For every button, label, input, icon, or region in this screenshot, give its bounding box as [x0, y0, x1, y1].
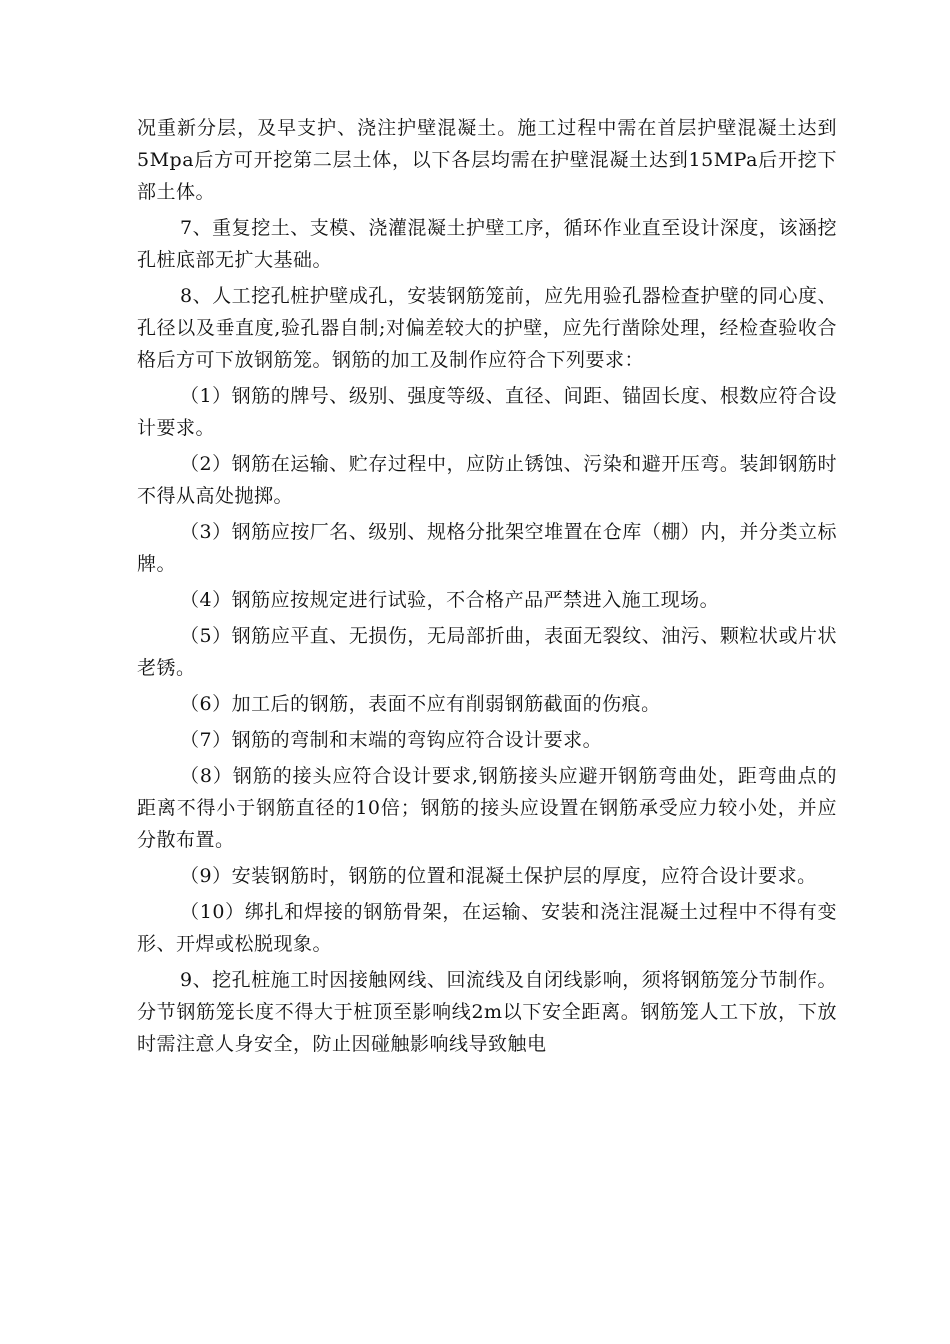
paragraph-subitem-10: （10）绑扎和焊接的钢筋骨架，在运输、安装和浇注混凝土过程中不得有变形、开焊或松脱现象。	[137, 901, 837, 955]
paragraph-subitem-1: （1）钢筋的牌号、级别、强度等级、直径、间距、锚固长度、根数应符合设计要求。	[137, 385, 837, 439]
paragraph-item-9: 9、挖孔桩施工时因接触网线、回流线及自闭线影响，须将钢筋笼分节制作。分节钢筋笼长度不得大于桩顶至影响线2m以下安全距离。钢筋笼人工下放，下放时需注意人身安全，防止因碰触影响线导致触电	[137, 969, 837, 1055]
paragraph-subitem-5: （5）钢筋应平直、无损伤，无局部折曲，表面无裂纹、油污、颗粒状或片状老锈。	[137, 625, 837, 679]
paragraph-item-7: 7、重复挖土、支模、浇灌混凝土护壁工序，循环作业直至设计深度，该涵挖孔桩底部无扩大基础。	[137, 217, 837, 271]
paragraph-continuation: 况重新分层，及早支护、浇注护壁混凝土。施工过程中需在首层护壁混凝土达到5Mpa后方可开挖第二层土体，以下各层均需在护壁混凝土达到15MPa后开挖下部土体。	[137, 117, 837, 203]
paragraph-subitem-4: （4）钢筋应按规定进行试验，不合格产品严禁进入施工现场。	[180, 589, 720, 611]
paragraph-subitem-8: （8）钢筋的接头应符合设计要求,钢筋接头应避开钢筋弯曲处，距弯曲点的距离不得小于钢筋直径的10倍；钢筋的接头应设置在钢筋承受应力较小处，并应分散布置。	[137, 765, 837, 851]
paragraph-subitem-7: （7）钢筋的弯制和末端的弯钩应符合设计要求。	[180, 729, 603, 751]
paragraph-subitem-2: （2）钢筋在运输、贮存过程中，应防止锈蚀、污染和避开压弯。装卸钢筋时不得从高处抛掷。	[137, 453, 837, 507]
document-body	[137, 112, 837, 1060]
paragraph-subitem-6: （6）加工后的钢筋，表面不应有削弱钢筋截面的伤痕。	[180, 693, 661, 715]
paragraph-item-8: 8、人工挖孔桩护壁成孔，安装钢筋笼前，应先用验孔器检查护壁的同心度、孔径以及垂直度,验孔器自制;对偏差较大的护壁，应先行凿除处理，经检查验收合格后方可下放钢筋笼。钢筋的加工及制作应符合下列要求：	[137, 285, 837, 371]
paragraph-subitem-9: （9）安装钢筋时，钢筋的位置和混凝土保护层的厚度，应符合设计要求。	[180, 865, 817, 887]
paragraph-subitem-3: （3）钢筋应按厂名、级别、规格分批架空堆置在仓库（棚）内，并分类立标牌。	[137, 521, 837, 575]
